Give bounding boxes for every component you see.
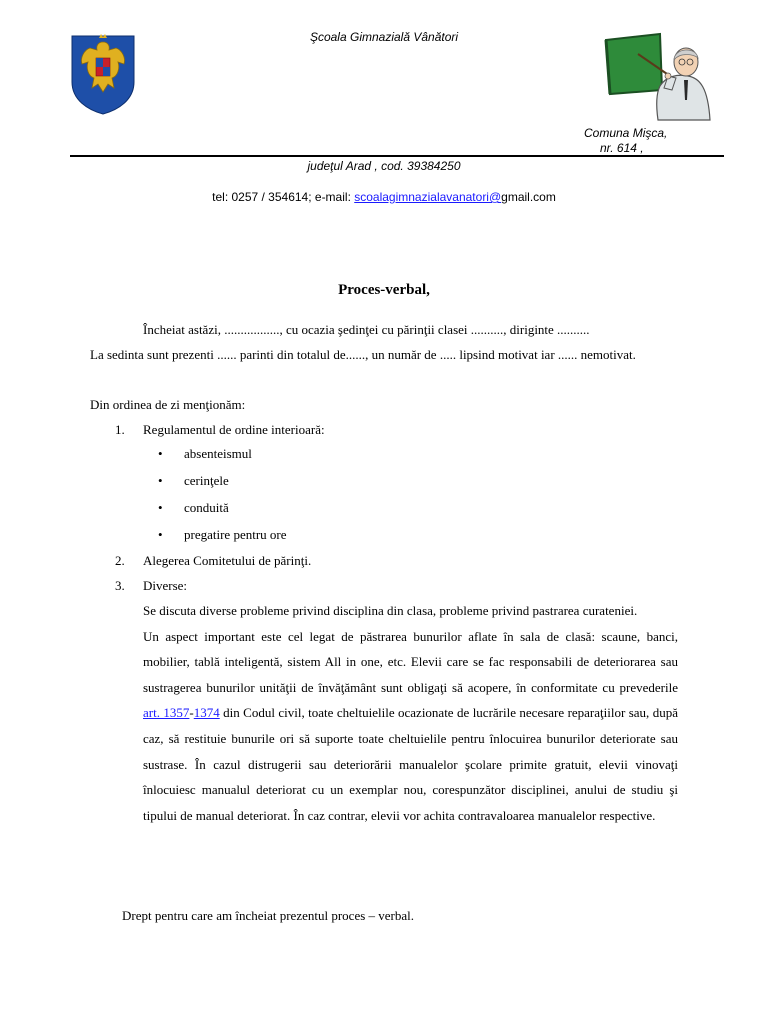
sub-item: • absenteismul [158, 440, 252, 467]
address-line2: nr. 614 , [600, 141, 644, 155]
sub-item: • conduită [158, 494, 229, 521]
intro-line: Încheiat astăzi, ................., cu ocazia şedinţei cu părinţii clasei .........., diriginte .......... [143, 322, 590, 337]
attendance-paragraph: La sedinta sunt prezenti ...... parinti din totalul de......, un număr de ..... lipsind motivat iar ...... nemotivat. [90, 347, 636, 362]
bullet-icon: • [158, 527, 163, 542]
agenda-number-1: 1. [115, 422, 125, 437]
agenda-item-2: Alegerea Comitetului de părinţi. [143, 553, 312, 568]
agenda-intro: Din ordinea de zi menţionăm: [90, 397, 246, 412]
agenda-number-2: 2. [115, 553, 125, 568]
agenda-item-1: Regulamentul de ordine interioară: [143, 422, 325, 437]
diverse-paragraph-2: Un aspect important este cel legat de păstrarea bunurilor aflate în sala de clasă: scaune, banci, mobilier, tablă inteligentă, sistem All in one, etc. Elevii care se fac responsabili de deteriorarea sau sustragerea bunurilor unităţii de învăţământ sunt obligaţi să acopere, în conformitate cu prevederile art. 1357-1374 din Codul civil, toate cheltuielile ocazionate de lucrările necesare reparaţiilor sau, după caz, să restituie bunurile ori să suporte toate cheltuielile pentru înlocuirea bunurilor deteriorate sau sustrase. În cazul distrugerii sau deteriorării manualelor şcolare primite gratuit, elevii vinovaţi înlocuiesc manualul deteriorat cu un exemplar nou, corespunzător disciplinei, anului de studiu şi tipului de manual deteriorat. În caz contrar, elevii vor achita contravaloarea manualelor respective. [143, 628, 678, 823]
civil-code-link-1357[interactable]: art. 1357 [143, 705, 190, 721]
closing-statement: Drept pentru care am încheiat prezentul proces – verbal. [122, 908, 414, 923]
bullet-icon: • [158, 500, 163, 515]
email-link[interactable]: scoalagimnazialavanatori@ [354, 190, 502, 204]
coat-of-arms-icon [68, 32, 138, 116]
email-domain: gmail.com [501, 190, 556, 204]
contact-line [0, 190, 768, 204]
teacher-pointing-at-board-icon [604, 30, 712, 122]
address-block [584, 126, 667, 156]
sub-item: • cerinţele [158, 467, 229, 494]
document-title: Proces-verbal, [338, 282, 430, 298]
civil-code-link-1374[interactable]: 1374 [193, 705, 220, 721]
header-divider [70, 155, 724, 157]
agenda-number-3: 3. [115, 578, 125, 593]
agenda-item-3: Diverse: [143, 578, 188, 593]
sub-item: • pregatire pentru ore [158, 521, 287, 548]
address-line1: Comuna Mişca, [584, 126, 668, 140]
diverse-section [143, 598, 678, 828]
contact-prefix: tel: 0257 / 354614; e-mail: [212, 190, 355, 204]
school-name: Şcoala Gimnazială Vânători [309, 30, 459, 44]
county-line: judeţul Arad , cod. 39384250 [307, 159, 461, 173]
bullet-icon: • [158, 473, 163, 488]
bullet-icon: • [158, 446, 163, 461]
diverse-paragraph-1: Se discuta diverse probleme privind disciplina din clasa, probleme privind pastrarea curateniei. [143, 603, 638, 618]
